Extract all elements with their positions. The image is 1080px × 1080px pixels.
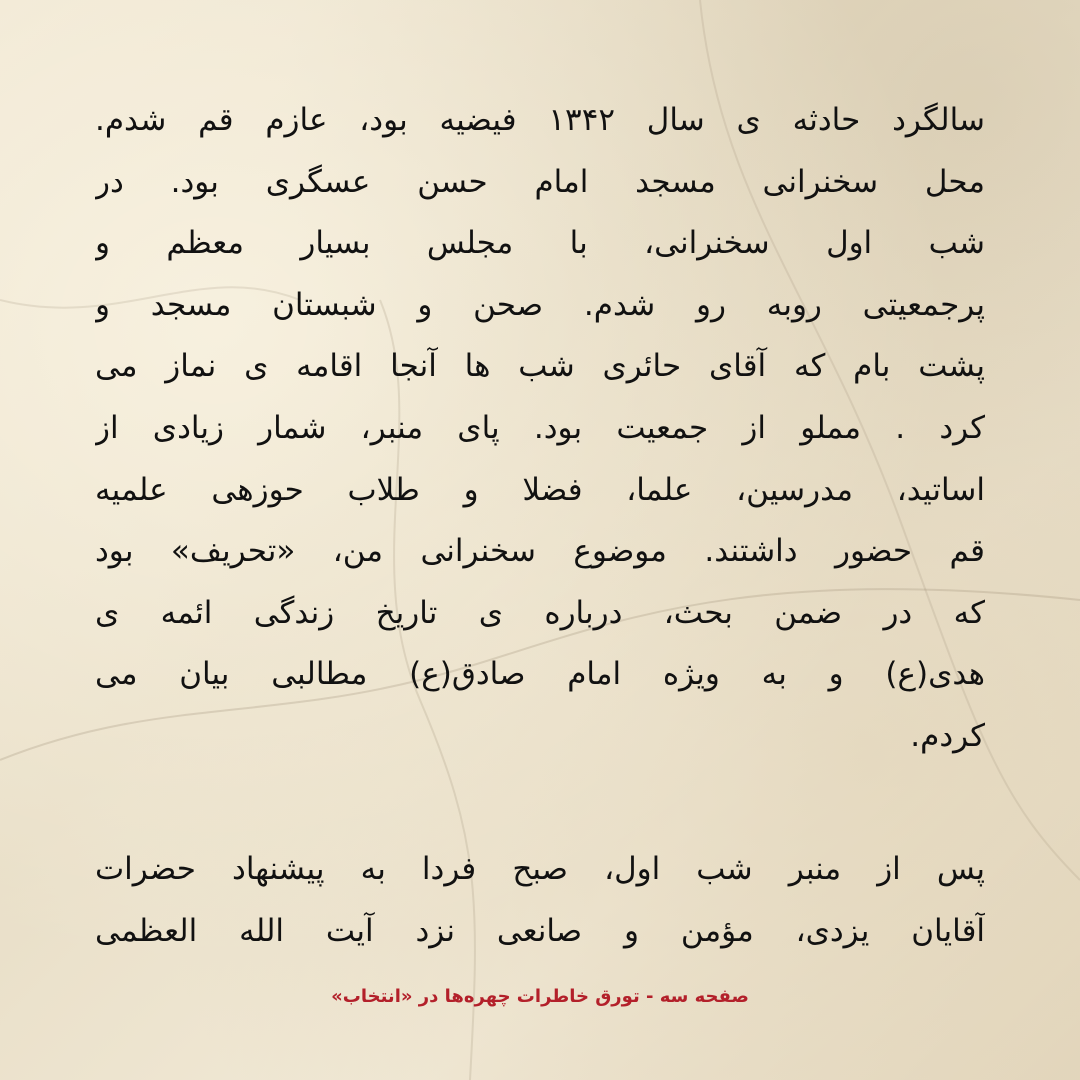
text-line: شب اول سخنرانی، با مجلس بسیار معظم و (95, 225, 985, 262)
text-line: هدی(ع) و به ویژه امام صادق(ع) مطالبی بیان می (95, 656, 985, 693)
text-line: که در ضمن بحث، درباره ی تاریخ زندگی ائمه ی (95, 594, 985, 631)
text-line: آقایان یزدی، مؤمن و صانعی نزد آیت الله العظمی (95, 912, 985, 949)
text-line: پس از منبر شب اول، صبح فردا به پیشنهاد حضرات (95, 851, 985, 887)
text-line: سالگرد حادثه ی سال ۱۳۴۲ فیضیه بود، عازم قم شدم. (95, 102, 985, 138)
text-line: پشت بام که آقای حائری شب ها آنجا اقامه ی نماز می (95, 348, 985, 385)
footer-caption: صفحه سه - تورق خاطرات چهره‌ها در «انتخاب» (331, 986, 749, 1007)
paragraph-1 (95, 90, 985, 768)
text-line: پرجمعیتی روبه رو شدم. صحن و شبستان مسجد و (95, 286, 985, 323)
text-line: کرد . مملو از جمعیت بود. پای منبر، شمار زیادی از (95, 409, 985, 446)
text-line: کردم. (910, 717, 985, 754)
text-line: اساتید، مدرسین، علما، فضلا و طلاب حوزهی علمیه (95, 471, 985, 508)
paragraph-2 (95, 839, 985, 962)
text-line: قم حضور داشتند. موضوع سخنرانی من، «تحریف» بود (95, 533, 985, 570)
text-line: محل سخنرانی مسجد امام حسن عسگری بود. در (95, 163, 985, 200)
